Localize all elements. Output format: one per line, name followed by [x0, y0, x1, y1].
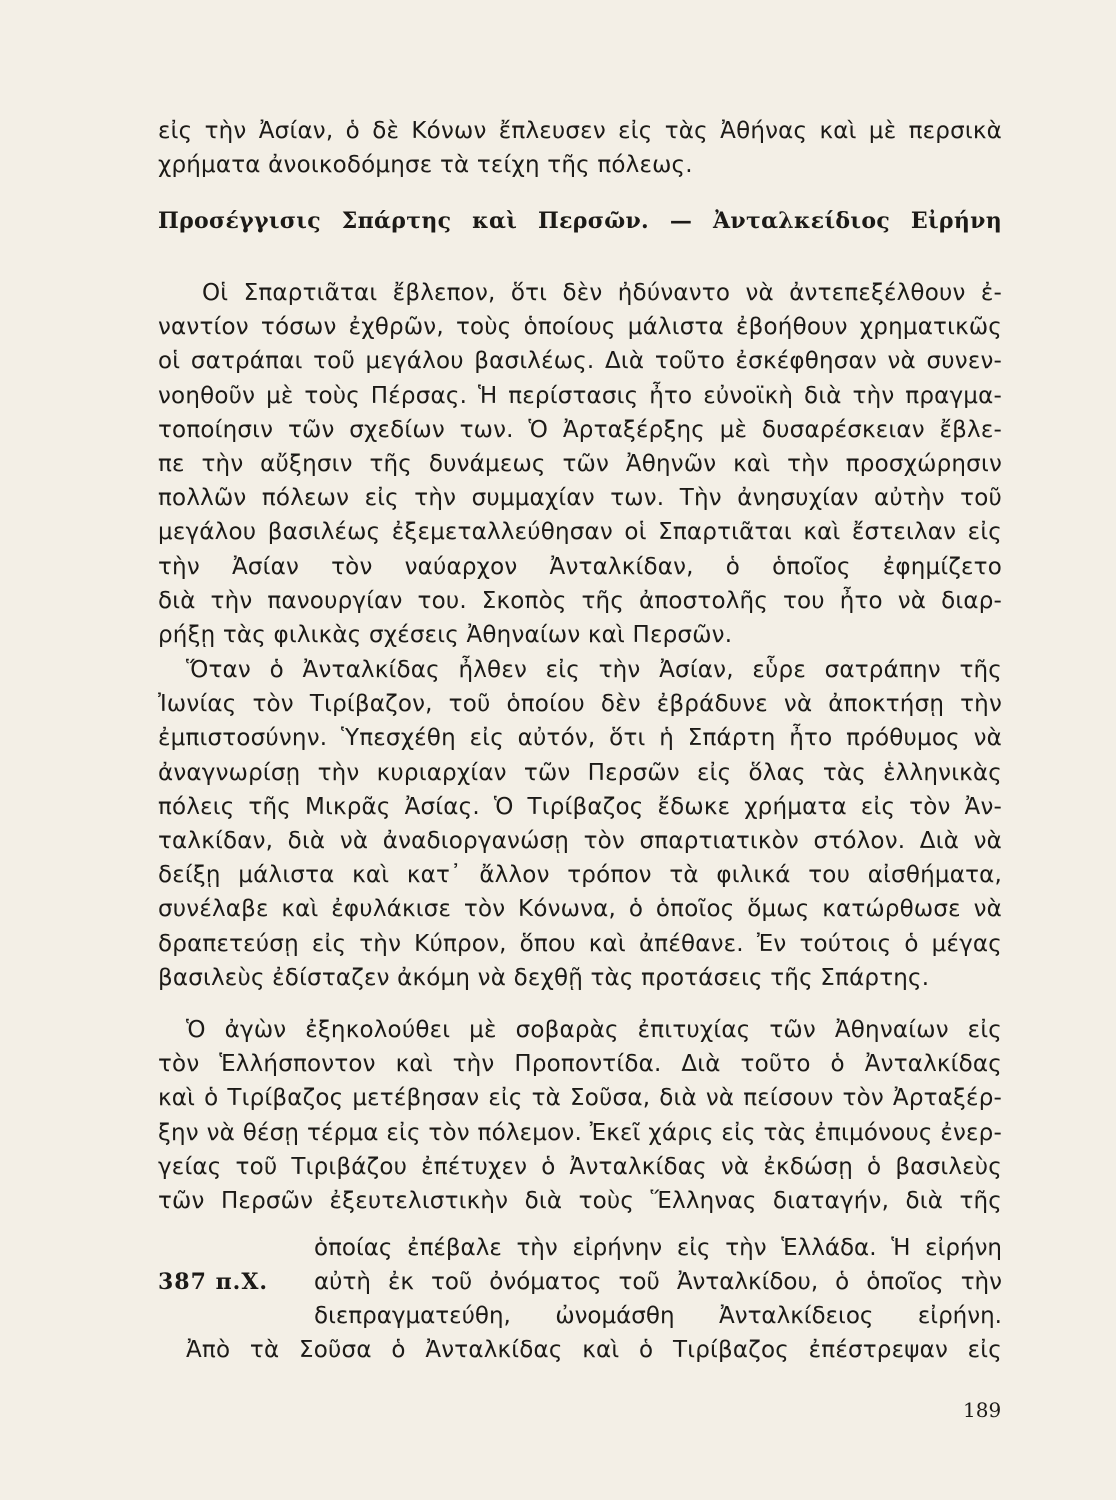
text-line: ταλκίδαν, διὰ νὰ ἀναδιοργανώσῃ τὸν σπαρτιατικὸν στόλον. Διὰ νὰ [158, 827, 1002, 854]
page-number: 189 [963, 1398, 1002, 1422]
text-line: δείξῃ μάλιστα καὶ κατ᾽ ἄλλον τρόπον τὰ φιλικά του αἰσθήματα, [158, 862, 1002, 889]
paragraph-2 [158, 653, 1002, 995]
text-line: νοηθοῦν μὲ τοὺς Πέρσας. Ἡ περίστασις ἦτο εὐνοϊκὴ διὰ τὴν πραγμα- [158, 382, 1002, 409]
text-line: Ἰωνίας τὸν Τιρίβαζον, τοῦ ὁποίου δὲν ἐβράδυνε νὰ ἀποκτήσῃ τὴν [158, 691, 1002, 718]
text-line: ρήξῃ τὰς φιλικὰς σχέσεις Ἀθηναίων καὶ Περσῶν. [158, 621, 733, 648]
text-line: Οἱ Σπαρτιᾶται ἔβλεπον, ὅτι δὲν ἠδύναντο νὰ ἀντεπεξέλθουν ἐ- [202, 280, 1002, 306]
text-line: ὁποίας ἐπέβαλε τὴν εἰρήνην εἰς τὴν Ἑλλάδα. Ἡ εἰρήνη [314, 1235, 1002, 1261]
text-line: τὴν Ἀσίαν τὸν ναύαρχον Ἀνταλκίδαν, ὁ ὁποῖος ἐφημίζετο [158, 553, 1002, 580]
text-line: διεπραγματεύθη, ὠνομάσθη Ἀνταλκίδειος εἰρήνη. [314, 1303, 1002, 1329]
text-line: εἰς τὴν Ἀσίαν, ὁ δὲ Κόνων ἔπλευσεν εἰς τὰς Ἀθήνας καὶ μὲ περσικὰ [158, 118, 1002, 144]
text-line: πολλῶν πόλεων εἰς τὴν συμμαχίαν των. Τὴν ἀνησυχίαν αὐτὴν τοῦ [158, 485, 1002, 512]
text-line: συνέλαβε καὶ ἐφυλάκισε τὸν Κόνωνα, ὁ ὁποῖος ὅμως κατώρθωσε νὰ [158, 896, 1002, 923]
text-line: δραπετεύσῃ εἰς τὴν Κύπρον, ὅπου καὶ ἀπέθανε. Ἐν τούτοις ὁ μέγας [158, 930, 1002, 957]
section-heading: Προσέγγισις Σπάρτης καὶ Περσῶν. — Ἀνταλκείδιος Εἰρήνη [158, 208, 1002, 234]
text-line: τὸν Ἑλλήσποντον καὶ τὴν Προποντίδα. Διὰ τοῦτο ὁ Ἀνταλκίδας [158, 1051, 1002, 1078]
text-line: μεγάλου βασιλέως ἐξεμεταλλεύθησαν οἱ Σπαρτιᾶται καὶ ἔστειλαν εἰς [158, 519, 1002, 546]
text-line: Ὅταν ὁ Ἀνταλκίδας ἦλθεν εἰς τὴν Ἀσίαν, εὗρε σατράπην τῆς [186, 657, 1002, 683]
text-line: πε τὴν αὔξησιν τῆς δυνάμεως τῶν Ἀθηνῶν καὶ τὴν προσχώρησιν [158, 450, 1002, 477]
margin-date-note: 387 π.Χ. [158, 1269, 269, 1295]
continuation-paragraph [158, 114, 1002, 182]
text-line: διὰ τὴν πανουργίαν του. Σκοπὸς τῆς ἀποστολῆς του ἦτο νὰ διαρ- [158, 587, 1002, 614]
text-line: γείας τοῦ Τιριβάζου ἐπέτυχεν ὁ Ἀνταλκίδας νὰ ἐκδώσῃ ὁ βασιλεὺς [158, 1153, 1002, 1180]
text-line: Ὁ ἀγὼν ἐξηκολούθει μὲ σοβαρὰς ἐπιτυχίας τῶν Ἀθηναίων εἰς [186, 1017, 1002, 1043]
text-line: τῶν Περσῶν ἐξευτελιστικὴν διὰ τοὺς Ἕλληνας διαταγήν, διὰ τῆς [158, 1187, 1002, 1214]
paragraph-4 [158, 1333, 1002, 1367]
paragraph-3 [158, 1013, 1002, 1218]
text-line: ναντίον τόσων ἐχθρῶν, τοὺς ὁποίους μάλιστα ἐβοήθουν χρηματικῶς [158, 314, 1002, 341]
text-line: πόλεις τῆς Μικρᾶς Ἀσίας. Ὁ Τιρίβαζος ἔδωκε χρήματα εἰς τὸν Ἀν- [158, 793, 1002, 820]
paragraph-1 [158, 276, 1002, 652]
text-line: ξην νὰ θέσῃ τέρμα εἰς τὸν πόλεμον. Ἐκεῖ χάρις εἰς τὰς ἐπιμόνους ἐνερ- [158, 1119, 1002, 1146]
text-line: αὐτὴ ἐκ τοῦ ὀνόματος τοῦ Ἀνταλκίδου, ὁ ὁποῖος τὴν [314, 1269, 1002, 1295]
text-line: ἐμπιστοσύνην. Ὑπεσχέθη εἰς αὐτόν, ὅτι ἡ Σπάρτη ἦτο πρόθυμος νὰ [158, 725, 1002, 752]
text-line: τοποίησιν τῶν σχεδίων των. Ὁ Ἀρταξέρξης μὲ δυσαρέσκειαν ἔβλε- [158, 416, 1002, 443]
text-line: καὶ ὁ Τιρίβαζος μετέβησαν εἰς τὰ Σοῦσα, διὰ νὰ πείσουν τὸν Ἀρταξέρ- [158, 1085, 1002, 1112]
text-line: χρήματα ἀνοικοδόμησε τὰ τείχη τῆς πόλεως. [158, 152, 693, 179]
text-row-indented [158, 1299, 1002, 1333]
text-line: ἀναγνωρίσῃ τὴν κυριαρχίαν τῶν Περσῶν εἰς ὅλας τὰς ἑλληνικὰς [158, 759, 1002, 786]
text-line: οἱ σατράπαι τοῦ μεγάλου βασιλέως. Διὰ τοῦτο ἐσκέφθησαν νὰ συνεν- [158, 348, 1002, 375]
text-row-with-margin-note [158, 1265, 1002, 1299]
text-row-indented [158, 1231, 1002, 1265]
text-line: Ἀπὸ τὰ Σοῦσα ὁ Ἀνταλκίδας καὶ ὁ Τιρίβαζος ἐπέστρεψαν εἰς [186, 1337, 1002, 1363]
text-line: βασιλεὺς ἐδίσταζεν ἀκόμη νὰ δεχθῇ τὰς προτάσεις τῆς Σπάρτης. [158, 964, 930, 991]
